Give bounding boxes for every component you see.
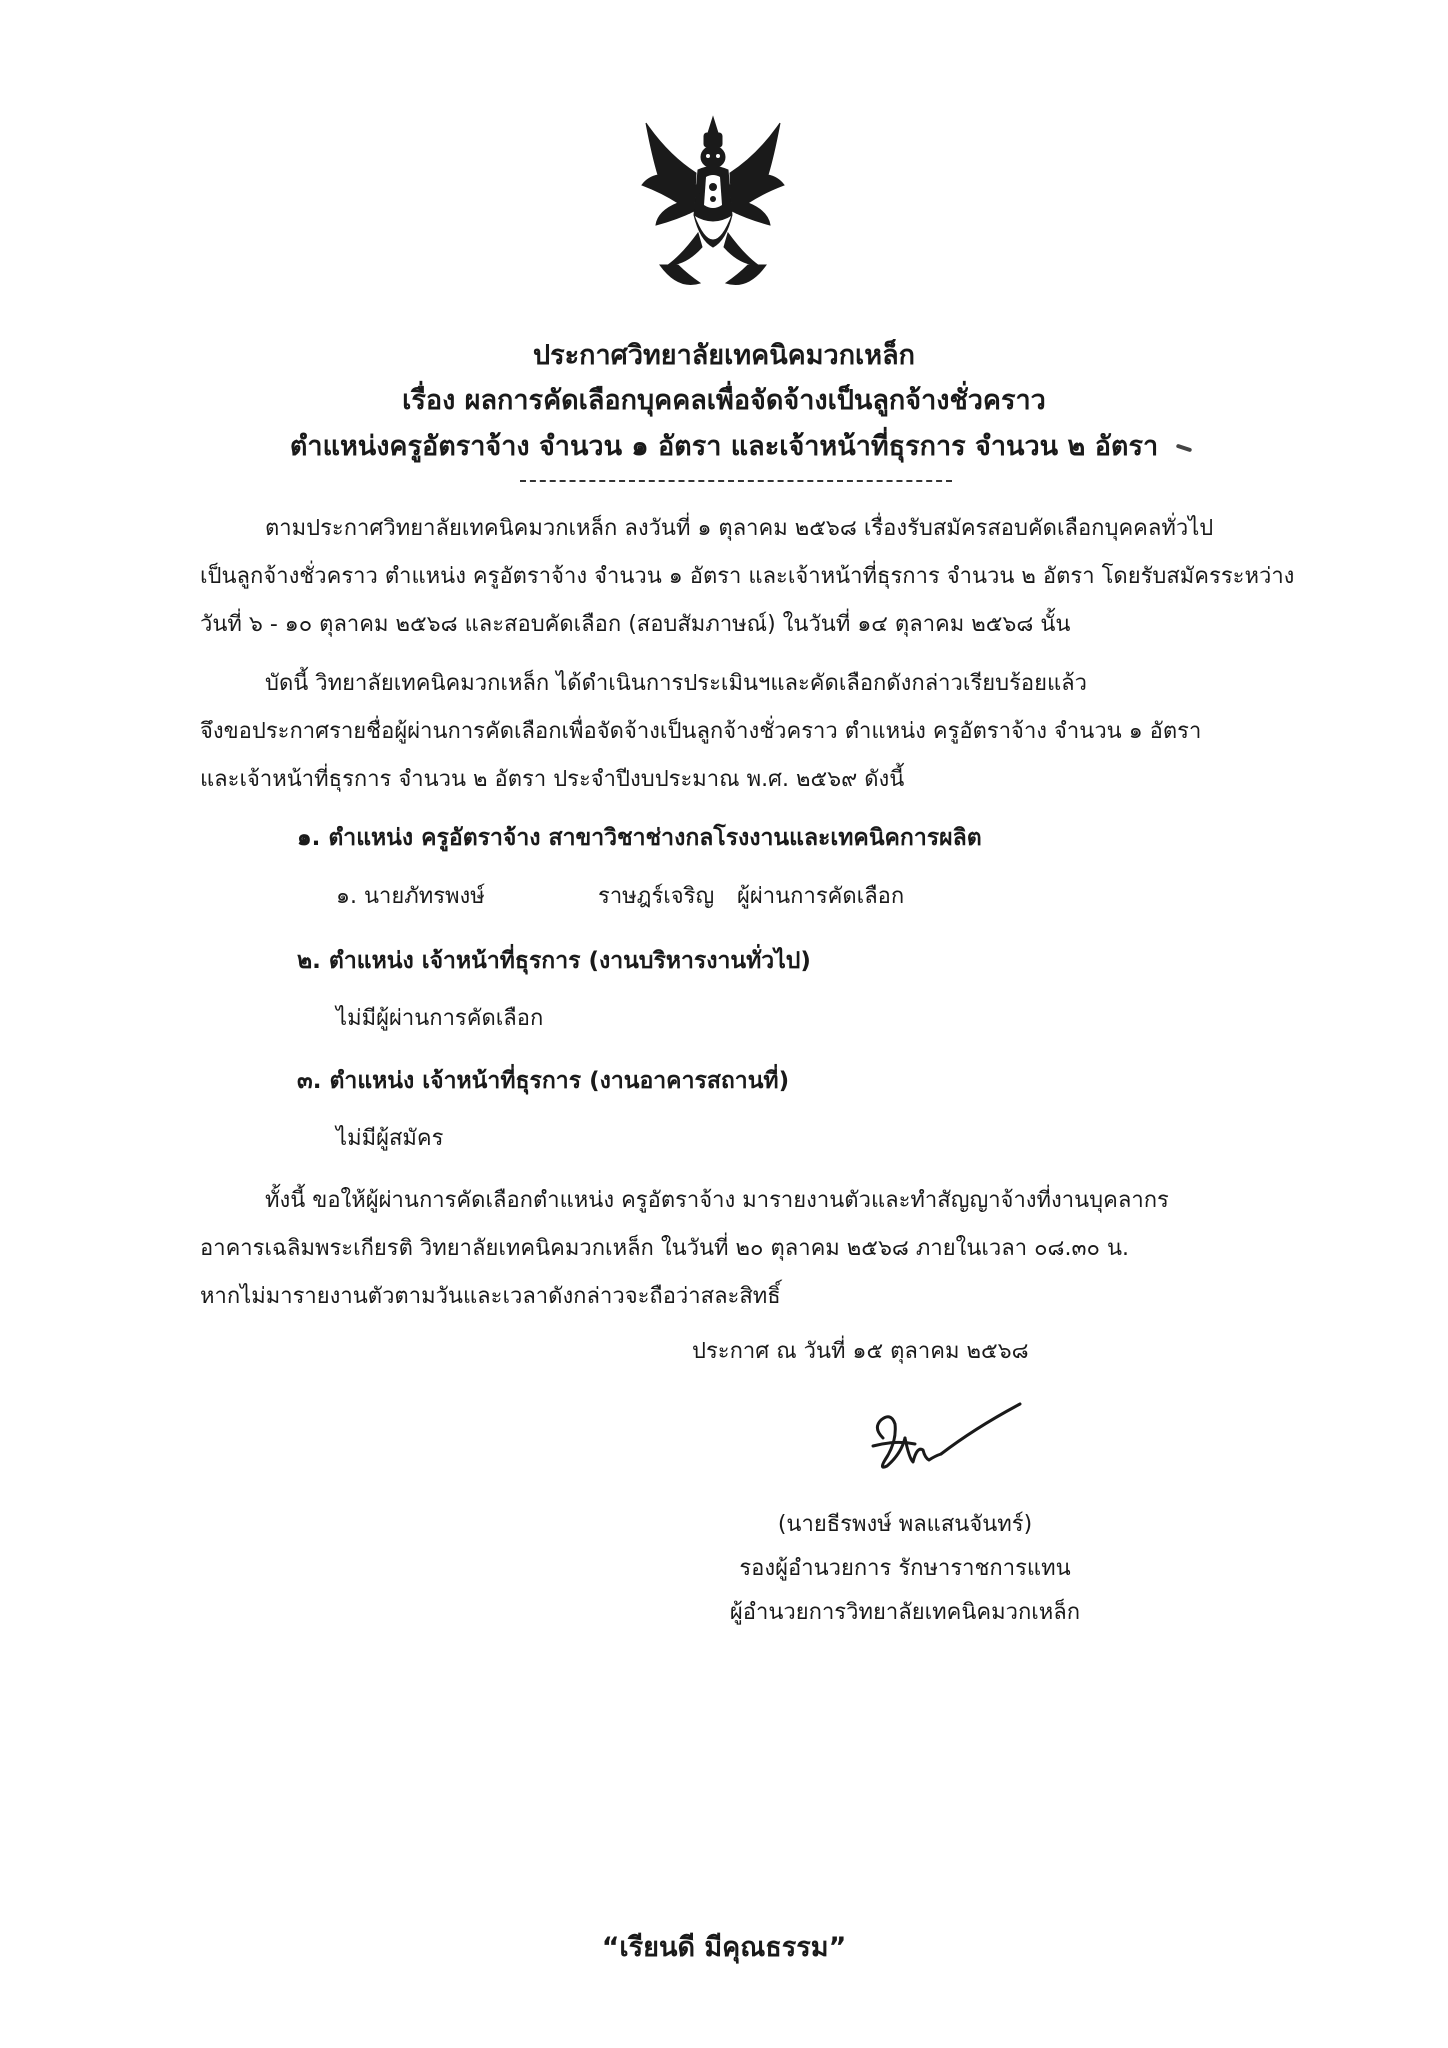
announcement-positions: ตำแหน่งครูอัตราจ้าง จำนวน ๑ อัตรา และเจ้าหน้าที่ธุรการ จำนวน ๒ อัตรา xyxy=(289,431,1159,462)
closing-paragraph xyxy=(200,1177,1300,1321)
college-motto: “เรียนดี มีคุณธรรม” xyxy=(601,1932,847,1963)
announcement-subject: เรื่อง ผลการคัดเลือกบุคคลเพื่อจัดจ้างเป็นลูกจ้างชั่วคราว xyxy=(402,385,1046,416)
garuda-emblem-icon xyxy=(638,115,788,295)
candidate-first-name: ๑. นายภัทรพงษ์ xyxy=(336,884,485,909)
signer-position: รองผู้อำนวยการ รักษาราชการแทน xyxy=(739,1556,1071,1581)
intro-paragraph xyxy=(200,505,1300,649)
body-line: และเจ้าหน้าที่ธุรการ จำนวน ๒ อัตรา ประจำปีงบประมาณ พ.ศ. ๒๕๖๙ ดังนี้ xyxy=(200,767,905,792)
body-paragraph xyxy=(200,660,1300,804)
body-line: จึงขอประกาศรายชื่อผู้ผ่านการคัดเลือกเพื่อจัดจ้างเป็นลูกจ้างชั่วคราว ตำแหน่ง ครูอัตราจ้าง จำนวน ๑ อัตรา xyxy=(200,719,1202,744)
title-divider xyxy=(520,480,952,482)
signer-name: (นายธีรพงษ์ พลแสนจันทร์) xyxy=(777,1512,1033,1537)
signer-title: ผู้อำนวยการวิทยาลัยเทคนิคมวกเหล็ก xyxy=(729,1600,1081,1625)
candidate-last-name: ราษฎร์เจริญ xyxy=(598,884,715,909)
section-heading-admin-general: ๒. ตำแหน่ง เจ้าหน้าที่ธุรการ (งานบริหารงานทั่วไป) xyxy=(297,948,811,974)
intro-line: เป็นลูกจ้างชั่วคราว ตำแหน่ง ครูอัตราจ้าง จำนวน ๑ อัตรา และเจ้าหน้าที่ธุรการ จำนวน ๒ อัตรา โดยรับสมัครระหว่าง xyxy=(200,564,1295,589)
intro-line: วันที่ ๖ - ๑๐ ตุลาคม ๒๕๖๘ และสอบคัดเลือก (สอบสัมภาษณ์) ในวันที่ ๑๔ ตุลาคม ๒๕๖๘ นั้น xyxy=(200,612,1071,637)
signature-icon xyxy=(855,1398,1025,1488)
candidate-status: ผู้ผ่านการคัดเลือก xyxy=(737,884,905,909)
announcement-date: ประกาศ ณ วันที่ ๑๕ ตุลาคม ๒๕๖๘ xyxy=(692,1339,1029,1364)
closing-line: อาคารเฉลิมพระเกียรติ วิทยาลัยเทคนิคมวกเหล็ก ในวันที่ ๒๐ ตุลาคม ๒๕๖๘ ภายในเวลา ๐๘.๓๐ น. xyxy=(200,1236,1129,1261)
section-result-admin-general: ไม่มีผู้ผ่านการคัดเลือก xyxy=(336,1006,544,1031)
body-line: บัดนี้ วิทยาลัยเทคนิคมวกเหล็ก ได้ดำเนินการประเมินฯและคัดเลือกดังกล่าวเรียบร้อยแล้ว xyxy=(265,671,1088,696)
announcement-title: ประกาศวิทยาลัยเทคนิคมวกเหล็ก xyxy=(533,340,915,371)
section-heading-admin-buildings: ๓. ตำแหน่ง เจ้าหน้าที่ธุรการ (งานอาคารสถานที่) xyxy=(297,1068,790,1094)
intro-line: ตามประกาศวิทยาลัยเทคนิคมวกเหล็ก ลงวันที่ ๑ ตุลาคม ๒๕๖๘ เรื่องรับสมัครสอบคัดเลือกบุคคลทั่วไป xyxy=(265,516,1214,541)
closing-line: หากไม่มารายงานตัวตามวันและเวลาดังกล่าวจะถือว่าสละสิทธิ์ xyxy=(200,1284,781,1309)
section-result-admin-buildings: ไม่มีผู้สมัคร xyxy=(336,1126,444,1151)
closing-line: ทั้งนี้ ขอให้ผู้ผ่านการคัดเลือกตำแหน่ง ครูอัตราจ้าง มารายงานตัวและทำสัญญาจ้างที่งานบุคลากร xyxy=(265,1188,1169,1213)
section-heading-teacher: ๑. ตำแหน่ง ครูอัตราจ้าง สาขาวิชาช่างกลโรงงานและเทคนิคการผลิต xyxy=(297,825,982,851)
